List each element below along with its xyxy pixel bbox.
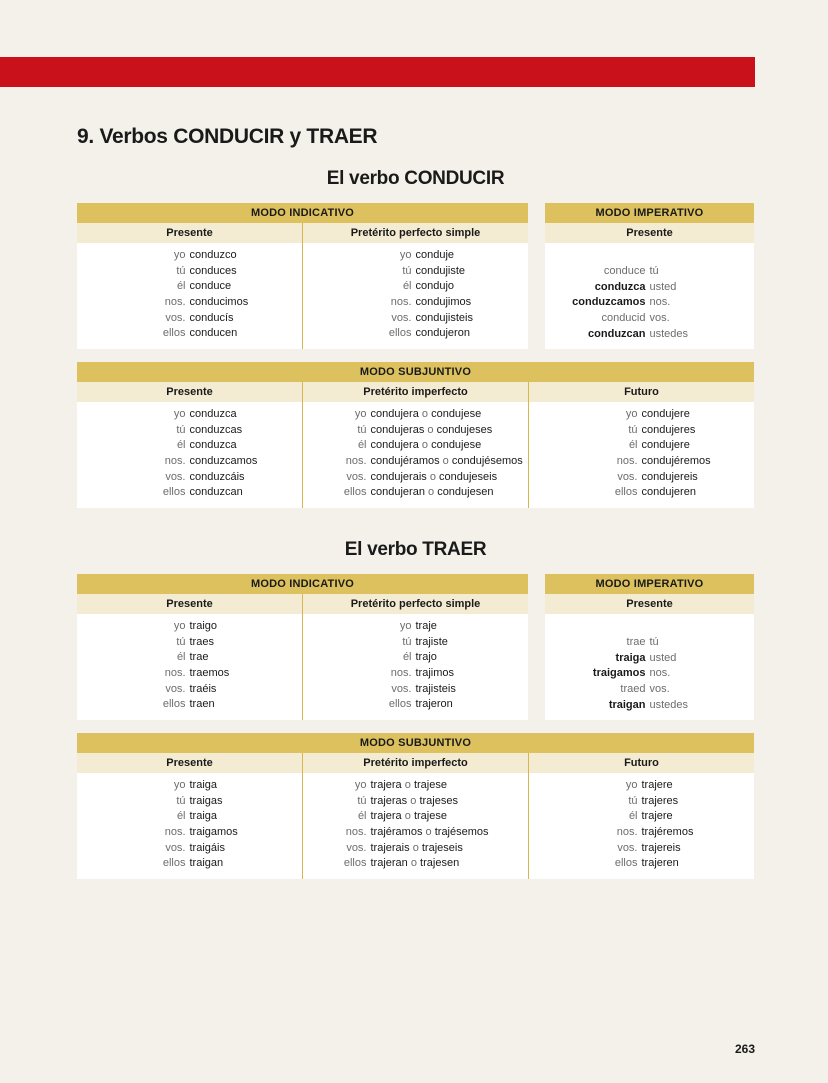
traer-ind-presente <box>77 594 302 720</box>
verb-form-pair <box>371 778 529 794</box>
verb-form: traes <box>189 635 214 648</box>
connector: o <box>427 423 434 436</box>
verb-form: condujéramos <box>370 455 440 468</box>
pronoun: nos. <box>164 667 186 680</box>
conjugation-row <box>77 666 302 682</box>
verb-form: trajerais <box>370 841 410 854</box>
tense-header: Pretérito perfecto simple <box>303 223 528 243</box>
pronoun: usted <box>649 280 677 293</box>
verb-form: conduce <box>603 265 646 277</box>
verb-form: conduzca <box>189 408 237 420</box>
pronoun: vos. <box>165 311 186 324</box>
conjugation-row <box>529 454 754 470</box>
conjugation-row <box>303 470 528 486</box>
verb-form: trajéremos <box>641 826 694 839</box>
conducir-sub-imperfecto <box>302 382 528 508</box>
pronoun: nos. <box>345 826 367 839</box>
verb-form: traigas <box>189 794 223 807</box>
conjugation-list <box>77 243 302 348</box>
verb-form: condujere <box>641 439 690 452</box>
connector: o <box>442 455 449 468</box>
conjugation-row <box>545 295 754 311</box>
pronoun: tú <box>176 794 186 807</box>
conjugation-row <box>77 470 302 486</box>
pronoun: tú <box>357 423 367 436</box>
traer-subjuntivo-table <box>77 733 754 879</box>
conjugation-list <box>545 243 754 348</box>
conjugation-row <box>77 407 302 423</box>
pronoun: nos. <box>345 455 367 468</box>
pronoun: nos. <box>390 667 412 680</box>
verb-form: trajisteis <box>415 682 456 695</box>
pronoun: ellos <box>388 327 412 340</box>
conjugation-row <box>77 682 302 698</box>
verb-form: conduzcáis <box>189 470 245 483</box>
verb-title-traer: El verbo TRAER <box>344 539 487 560</box>
tense-header: Presente <box>77 594 302 614</box>
pronoun: nos. <box>649 667 671 680</box>
pronoun: tú <box>402 264 412 277</box>
verb-form-pair <box>371 841 529 857</box>
conjugation-row <box>303 485 528 501</box>
conjugation-row <box>77 295 302 311</box>
verb-form: conduces <box>189 264 237 277</box>
conjugation-row <box>77 438 302 454</box>
conducir-sub-presente <box>77 382 302 508</box>
pronoun: yo <box>173 779 186 791</box>
verb-form: conducid <box>601 312 646 325</box>
conducir-indicativo-table <box>77 203 528 349</box>
conjugation-row <box>545 635 754 651</box>
verb-form-alt: trajesen <box>420 857 460 870</box>
verb-form: traigo <box>189 620 218 632</box>
conjugation-row <box>303 264 528 280</box>
conjugation-list <box>303 614 528 719</box>
pronoun: él <box>402 651 412 664</box>
verb-form: trajere <box>641 810 673 823</box>
pronoun: tú <box>176 264 186 277</box>
verb-form: conduzca <box>594 280 646 293</box>
conjugation-row <box>77 311 302 327</box>
pronoun: yo <box>625 779 638 791</box>
connector: o <box>404 779 411 791</box>
verb-form: traigan <box>608 698 646 711</box>
conjugation-row <box>303 407 528 423</box>
pronoun: ellos <box>162 486 186 499</box>
verb-form: conduzco <box>189 249 237 261</box>
mode-header: MODO SUBJUNTIVO <box>77 733 754 753</box>
pronoun: vos. <box>649 683 670 696</box>
conjugation-row <box>303 279 528 295</box>
pronoun: yo <box>354 779 367 791</box>
verb-form: conduzcamos <box>572 296 646 309</box>
pronoun: tú <box>628 794 638 807</box>
conjugation-row <box>303 438 528 454</box>
verb-form: conduzcan <box>588 327 646 340</box>
verb-form-alt: trajeseis <box>421 841 463 854</box>
verb-form: conduzcamos <box>189 455 258 468</box>
tense-header: Presente <box>77 223 302 243</box>
traer-indicativo-table <box>77 574 528 720</box>
pronoun: yo <box>173 620 186 632</box>
conjugation-row <box>303 635 528 651</box>
conducir-subjuntivo-table <box>77 362 754 508</box>
verb-form: trajo <box>415 651 437 664</box>
verb-form: traiga <box>189 779 218 791</box>
verb-form: trajeras <box>370 794 408 807</box>
verb-form: trajeron <box>415 698 453 711</box>
conjugation-row <box>529 825 754 841</box>
conjugation-row <box>303 248 528 264</box>
verb-form: trajeren <box>641 857 679 870</box>
pronoun: vos. <box>617 841 638 854</box>
traer-ind-preterito <box>302 594 528 720</box>
conjugation-list <box>529 773 754 878</box>
conjugation-row <box>77 697 302 713</box>
conducir-sub-futuro <box>528 382 754 508</box>
verb-form: traéis <box>189 682 217 695</box>
conjugation-row <box>77 619 302 635</box>
tense-header: Futuro <box>529 753 754 773</box>
conjugation-row <box>529 841 754 857</box>
conjugation-row <box>529 856 754 872</box>
verb-form: trajeres <box>641 794 679 807</box>
conjugation-row <box>77 825 302 841</box>
pronoun: vos. <box>617 470 638 483</box>
verb-form: condujeran <box>370 486 425 499</box>
pronoun: él <box>628 810 638 823</box>
conjugation-row <box>303 809 528 825</box>
pronoun: yo <box>399 620 412 632</box>
verb-form: conduzcas <box>189 423 243 436</box>
pronoun: nos. <box>390 296 412 309</box>
pronoun: él <box>176 439 186 452</box>
conjugation-row <box>303 454 528 470</box>
verb-form: traed <box>620 683 646 696</box>
verb-form-alt: condujeseis <box>439 470 498 483</box>
verb-form-alt: condujésemos <box>451 455 523 468</box>
conjugation-list <box>77 402 302 507</box>
pronoun: ellos <box>614 857 638 870</box>
pronoun: usted <box>649 651 677 664</box>
header-red-bar <box>0 57 755 87</box>
conjugation-row <box>529 423 754 439</box>
verb-form: trajimos <box>415 667 455 680</box>
page-number: 263 <box>735 1042 756 1056</box>
verb-form-pair <box>371 809 529 825</box>
pronoun: tú <box>649 265 659 277</box>
verb-form: traigan <box>189 857 224 870</box>
verb-form: condujera <box>370 439 419 452</box>
verb-form-pair <box>371 454 529 470</box>
conjugation-row <box>303 778 528 794</box>
conjugation-row <box>545 682 754 698</box>
conjugation-row <box>77 778 302 794</box>
verb-form: conduzca <box>189 439 237 452</box>
pronoun: yo <box>625 408 638 420</box>
conjugation-row <box>303 295 528 311</box>
verb-form-pair <box>371 438 529 454</box>
pronoun: él <box>628 439 638 452</box>
connector: o <box>425 826 432 839</box>
pronoun: ellos <box>343 486 367 499</box>
verb-form: trajera <box>370 810 402 823</box>
verb-form: conducís <box>189 311 234 324</box>
mode-header: MODO INDICATIVO <box>77 574 528 594</box>
mode-header: MODO IMPERATIVO <box>545 203 754 223</box>
verb-form: condujo <box>415 280 455 293</box>
pronoun: él <box>357 810 367 823</box>
verb-form: trae <box>626 636 646 648</box>
pronoun: él <box>402 280 412 293</box>
conjugation-row <box>529 438 754 454</box>
pronoun: tú <box>176 635 186 648</box>
pronoun: tú <box>402 635 412 648</box>
verb-form: trae <box>189 651 209 664</box>
tense-header: Futuro <box>529 382 754 402</box>
verb-form: condujerais <box>370 470 427 483</box>
verb-form: condujeren <box>641 486 696 499</box>
conjugation-row <box>77 264 302 280</box>
verb-title-conducir: El verbo CONDUCIR <box>326 168 505 189</box>
verb-form: conduzcan <box>189 486 243 499</box>
conjugation-row <box>77 248 302 264</box>
verb-form-alt: condujese <box>431 439 482 452</box>
mode-header: MODO SUBJUNTIVO <box>77 362 754 382</box>
verb-form: traje <box>415 620 437 632</box>
verb-form: trajéramos <box>370 826 423 839</box>
conjugation-row <box>303 682 528 698</box>
verb-form: trajeran <box>370 857 408 870</box>
pronoun: nos. <box>164 455 186 468</box>
verb-form-pair <box>371 856 529 872</box>
conjugation-row <box>303 619 528 635</box>
pronoun: tú <box>628 423 638 436</box>
conjugation-list <box>303 243 528 348</box>
conjugation-row <box>545 666 754 682</box>
connector: o <box>404 810 411 823</box>
pronoun: tú <box>649 636 659 648</box>
verb-form: condujereis <box>641 470 698 483</box>
pronoun: vos. <box>391 311 412 324</box>
pronoun: él <box>176 651 186 664</box>
pronoun: vos. <box>165 470 186 483</box>
verb-form: traiga <box>189 810 218 823</box>
traer-sub-futuro <box>528 753 754 879</box>
conjugation-row <box>545 280 754 296</box>
verb-form: condujimos <box>415 296 472 309</box>
tense-header: Presente <box>77 382 302 402</box>
verb-form: traigamos <box>592 667 646 680</box>
pronoun: vos. <box>346 841 367 854</box>
conjugation-row <box>545 327 754 343</box>
verb-form: traen <box>189 698 215 711</box>
connector: o <box>421 408 429 420</box>
pronoun: ellos <box>614 486 638 499</box>
pronoun: nos. <box>616 826 638 839</box>
conjugation-row <box>303 650 528 666</box>
conducir-imperativo-table <box>545 203 754 349</box>
verb-form: trajereis <box>641 841 681 854</box>
conducir-ind-presente <box>77 223 302 349</box>
conjugation-list <box>303 773 528 878</box>
conjugation-list <box>529 402 754 507</box>
conjugation-row <box>77 841 302 857</box>
verb-form-pair <box>371 825 529 841</box>
verb-form: conduce <box>189 280 232 293</box>
connector: o <box>410 794 417 807</box>
pronoun: yo <box>399 249 412 261</box>
conjugation-row <box>545 264 754 280</box>
pronoun: vos. <box>165 682 186 695</box>
tense-header: Pretérito imperfecto <box>303 382 528 402</box>
conjugation-row <box>529 407 754 423</box>
connector: o <box>428 486 435 499</box>
conjugation-row <box>303 311 528 327</box>
pronoun: ustedes <box>649 698 689 711</box>
tense-header: Pretérito perfecto simple <box>303 594 528 614</box>
verb-form-alt: condujeses <box>436 423 493 436</box>
pronoun: yo <box>173 408 186 420</box>
traer-sub-imperfecto <box>302 753 528 879</box>
verb-form: traigamos <box>189 826 238 839</box>
verb-form: condujeron <box>415 327 470 340</box>
conjugation-row <box>303 841 528 857</box>
pronoun: ellos <box>343 857 367 870</box>
connector: o <box>421 439 429 452</box>
conjugation-row <box>77 794 302 810</box>
pronoun: él <box>357 439 367 452</box>
conjugation-row <box>529 794 754 810</box>
conjugation-row <box>303 423 528 439</box>
conjugation-row <box>545 698 754 714</box>
pronoun: ellos <box>162 327 186 340</box>
verb-form-pair <box>371 407 529 423</box>
verb-form: condujisteis <box>415 311 473 324</box>
conjugation-row <box>303 856 528 872</box>
verb-form-alt: trajese <box>413 779 447 791</box>
tense-header: Presente <box>545 223 754 243</box>
pronoun: ellos <box>162 857 186 870</box>
verb-form-alt: trajésemos <box>434 826 489 839</box>
pronoun: nos. <box>164 826 186 839</box>
verb-form: condujéremos <box>641 455 711 468</box>
verb-form: conducen <box>189 327 238 340</box>
conjugation-row <box>77 635 302 651</box>
pronoun: él <box>176 280 186 293</box>
conjugation-list <box>303 402 528 507</box>
verb-form-alt: trajese <box>413 810 447 823</box>
chapter-title: 9. Verbos CONDUCIR y TRAER <box>77 125 378 148</box>
conjugation-row <box>303 825 528 841</box>
pronoun: tú <box>176 423 186 436</box>
conjugation-row <box>77 809 302 825</box>
conjugation-row <box>77 454 302 470</box>
verb-form-alt: condujesen <box>437 486 494 499</box>
traer-imperativo-table <box>545 574 754 720</box>
verb-form: conducimos <box>189 296 249 309</box>
pronoun: él <box>176 810 186 823</box>
verb-form: trajera <box>370 779 402 791</box>
verb-form: conduje <box>415 249 455 261</box>
verb-form-alt: trajeses <box>419 794 458 807</box>
tense-header: Presente <box>77 753 302 773</box>
verb-form-alt: condujese <box>431 408 482 420</box>
verb-form: condujere <box>641 408 690 420</box>
conjugation-row <box>77 856 302 872</box>
verb-form: trajiste <box>415 635 448 648</box>
pronoun: yo <box>173 249 186 261</box>
pronoun: nos. <box>616 455 638 468</box>
connector: o <box>410 857 417 870</box>
conjugation-row <box>529 470 754 486</box>
conjugation-row <box>529 809 754 825</box>
conducir-ind-preterito <box>302 223 528 349</box>
conjugation-row <box>77 326 302 342</box>
pronoun: vos. <box>165 841 186 854</box>
pronoun: tú <box>357 794 367 807</box>
pronoun: nos. <box>649 296 671 309</box>
conjugation-row <box>77 423 302 439</box>
pronoun: vos. <box>391 682 412 695</box>
verb-form: condujeres <box>641 423 696 436</box>
conjugation-row <box>529 778 754 794</box>
mode-header: MODO INDICATIVO <box>77 203 528 223</box>
conjugation-row <box>303 794 528 810</box>
conjugation-row <box>77 485 302 501</box>
tense-header: Pretérito imperfecto <box>303 753 528 773</box>
conjugation-row <box>303 697 528 713</box>
verb-form: condujiste <box>415 264 466 277</box>
verb-form-pair <box>371 794 529 810</box>
connector: o <box>412 841 419 854</box>
pronoun: ellos <box>162 698 186 711</box>
conjugation-row <box>77 650 302 666</box>
verb-form: traemos <box>189 667 230 680</box>
pronoun: vos. <box>346 470 367 483</box>
conjugation-row <box>529 485 754 501</box>
conjugation-list <box>77 773 302 878</box>
verb-form: trajere <box>641 779 673 791</box>
verb-form-pair <box>371 470 529 486</box>
pronoun: yo <box>354 408 367 420</box>
verb-form: traiga <box>615 651 646 664</box>
verb-form-pair <box>371 485 529 501</box>
conjugation-list <box>545 614 754 719</box>
verb-form: condujeras <box>370 423 425 436</box>
conjugation-list <box>77 614 302 719</box>
conjugation-row <box>303 326 528 342</box>
tense-header: Presente <box>545 594 754 614</box>
pronoun: nos. <box>164 296 186 309</box>
mode-header: MODO IMPERATIVO <box>545 574 754 594</box>
conjugation-row <box>77 279 302 295</box>
connector: o <box>429 470 436 483</box>
conjugation-row <box>545 651 754 667</box>
verb-form-pair <box>371 423 529 439</box>
traer-sub-presente <box>77 753 302 879</box>
verb-form: condujera <box>370 408 419 420</box>
pronoun: ustedes <box>649 327 689 340</box>
conjugation-row <box>303 666 528 682</box>
verb-form: traigáis <box>189 841 225 854</box>
pronoun: vos. <box>649 312 670 325</box>
conjugation-row <box>545 311 754 327</box>
pronoun: ellos <box>388 698 412 711</box>
